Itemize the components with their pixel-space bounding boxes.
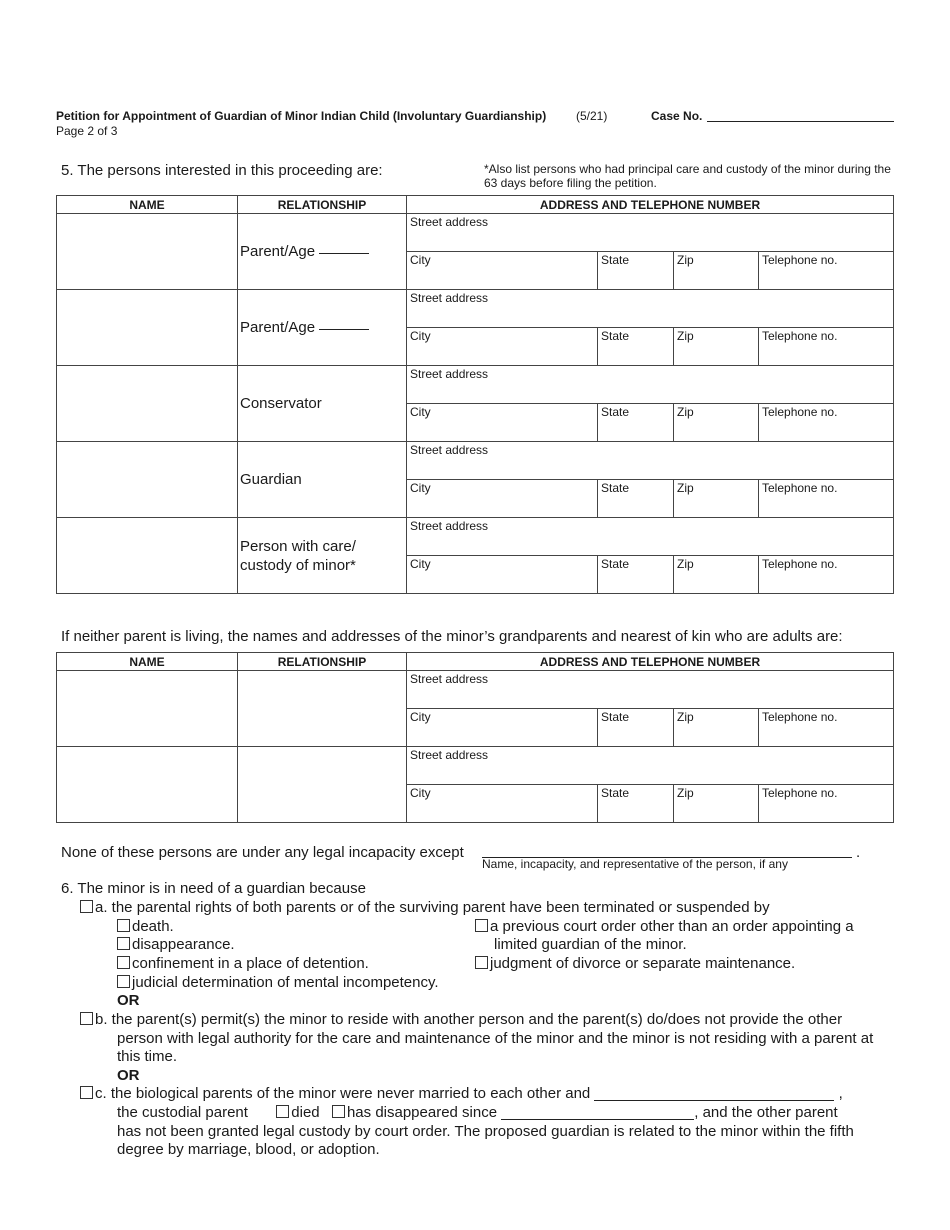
address-cell [407, 214, 894, 290]
address-cell [407, 518, 894, 594]
relationship-cell: Conservator [238, 366, 407, 442]
death-checkbox[interactable] [117, 919, 130, 932]
city-field[interactable]: City [407, 252, 598, 289]
city-field[interactable]: City [407, 785, 598, 822]
kin-table [56, 652, 894, 823]
form-title: Petition for Appointment of Guardian of Minor Indian Child (Involuntary Guardianship) [56, 109, 547, 123]
option-b-line-2: person with legal authority for the care and maintenance of the minor and the minor is not residing with a parent at [117, 1030, 874, 1047]
divorce-checkbox[interactable] [475, 956, 488, 969]
relationship-cell: Person with care/ custody of minor* [238, 518, 407, 594]
age-field[interactable] [319, 329, 369, 330]
option-a-judicial: judicial determination of mental incompetency. [117, 974, 439, 992]
option-c: c. the biological parents of the minor were never married to each other and , [80, 1085, 843, 1103]
telephone-field[interactable]: Telephone no. [762, 253, 838, 267]
legal-incapacity-period: . [856, 844, 861, 861]
zip-field[interactable]: Zip [674, 480, 759, 517]
name-cell[interactable] [57, 290, 238, 366]
telephone-field[interactable]: Telephone no. [762, 557, 838, 571]
state-field[interactable]: State [598, 480, 674, 517]
option-a-divorce: judgment of divorce or separate maintenance. [475, 955, 795, 973]
table-row [57, 214, 894, 290]
court-order-checkbox[interactable] [475, 919, 488, 932]
city-field[interactable]: City [407, 556, 598, 593]
table-row [57, 671, 894, 747]
city-field[interactable]: City [407, 709, 598, 746]
relationship-cell[interactable] [238, 747, 407, 823]
option-c-field[interactable] [594, 1100, 834, 1101]
case-number-field[interactable] [707, 121, 894, 122]
city-field[interactable]: City [407, 404, 598, 441]
street-address-field[interactable]: Street address [410, 519, 489, 533]
name-cell[interactable] [57, 518, 238, 594]
address-header: ADDRESS AND TELEPHONE NUMBER [407, 653, 894, 671]
address-cell [407, 747, 894, 823]
name-header: NAME [57, 196, 238, 214]
case-number-label: Case No. [651, 109, 703, 123]
legal-incapacity-caption: Name, incapacity, and representative of the person, if any [482, 857, 788, 871]
relationship-cell: Parent/Age [238, 214, 407, 290]
state-field[interactable]: State [598, 556, 674, 593]
street-address-field[interactable]: Street address [410, 291, 489, 305]
option-c-line-2: the custodial parent died has disappeared since , and the other parent [117, 1104, 838, 1121]
kin-heading: If neither parent is living, the names and addresses of the minor’s grandparents and nearest of kin who are adults are: [61, 628, 843, 645]
name-cell[interactable] [57, 214, 238, 290]
address-header: ADDRESS AND TELEPHONE NUMBER [407, 196, 894, 214]
table-row [57, 747, 894, 823]
state-field[interactable]: State [598, 328, 674, 365]
option-c-checkbox[interactable] [80, 1086, 93, 1099]
table-row [57, 518, 894, 594]
zip-field[interactable]: Zip [674, 252, 759, 289]
name-cell[interactable] [57, 671, 238, 747]
or-label: OR [117, 992, 140, 1009]
section-5-heading: 5. The persons interested in this proceeding are: [61, 162, 383, 179]
relationship-cell: Parent/Age [238, 290, 407, 366]
name-cell[interactable] [57, 442, 238, 518]
name-header: NAME [57, 653, 238, 671]
street-address-field[interactable]: Street address [410, 215, 489, 229]
relationship-header: RELATIONSHIP [238, 196, 407, 214]
city-field[interactable]: City [407, 480, 598, 517]
city-field[interactable]: City [407, 328, 598, 365]
street-address-field[interactable]: Street address [410, 367, 489, 381]
table-row [57, 442, 894, 518]
street-address-field[interactable]: Street address [410, 748, 489, 762]
relationship-cell[interactable] [238, 671, 407, 747]
option-a-disappearance: disappearance. [117, 936, 235, 954]
telephone-field[interactable]: Telephone no. [762, 786, 838, 800]
address-cell [407, 290, 894, 366]
telephone-field[interactable]: Telephone no. [762, 710, 838, 724]
state-field[interactable]: State [598, 709, 674, 746]
option-b-line-3: this time. [117, 1048, 178, 1065]
judicial-checkbox[interactable] [117, 975, 130, 988]
street-address-field[interactable]: Street address [410, 443, 489, 457]
section-6-heading: 6. The minor is in need of a guardian because [61, 880, 366, 897]
table-row [57, 366, 894, 442]
disappearance-checkbox[interactable] [117, 937, 130, 950]
form-revision: (5/21) [576, 109, 608, 123]
disappeared-checkbox[interactable] [332, 1105, 345, 1118]
page-number: Page 2 of 3 [56, 124, 118, 138]
option-a-confinement: confinement in a place of detention. [117, 955, 369, 973]
option-a: a. the parental rights of both parents or of the surviving parent have been terminated or suspended by [80, 899, 770, 917]
address-cell [407, 366, 894, 442]
zip-field[interactable]: Zip [674, 328, 759, 365]
option-b-checkbox[interactable] [80, 1012, 93, 1025]
died-checkbox[interactable] [276, 1105, 289, 1118]
telephone-field[interactable]: Telephone no. [762, 481, 838, 495]
state-field[interactable]: State [598, 252, 674, 289]
option-c-line-4: degree by marriage, blood, or adoption. [117, 1141, 380, 1158]
or-label: OR [117, 1067, 140, 1084]
zip-field[interactable]: Zip [674, 709, 759, 746]
interested-persons-table [56, 195, 894, 594]
option-a-checkbox[interactable] [80, 900, 93, 913]
state-field[interactable]: State [598, 404, 674, 441]
zip-field[interactable]: Zip [674, 404, 759, 441]
address-cell [407, 442, 894, 518]
relationship-header: RELATIONSHIP [238, 653, 407, 671]
section-5-note: *Also list persons who had principal care and custody of the minor during the 63 days before filing the petition. [484, 162, 891, 190]
confinement-checkbox[interactable] [117, 956, 130, 969]
legal-incapacity-text: None of these persons are under any legal incapacity except [61, 844, 464, 861]
relationship-cell: Guardian [238, 442, 407, 518]
zip-field[interactable]: Zip [674, 785, 759, 822]
age-field[interactable] [319, 253, 369, 254]
table-row [57, 290, 894, 366]
telephone-field[interactable]: Telephone no. [762, 405, 838, 419]
telephone-field[interactable]: Telephone no. [762, 329, 838, 343]
zip-field[interactable]: Zip [674, 556, 759, 593]
state-field[interactable]: State [598, 785, 674, 822]
street-address-field[interactable]: Street address [410, 672, 489, 686]
name-cell[interactable] [57, 747, 238, 823]
option-a-court-order-cont: limited guardian of the minor. [494, 936, 687, 953]
name-cell[interactable] [57, 366, 238, 442]
option-b: b. the parent(s) permit(s) the minor to reside with another person and the parent(s) do/does not provide the other [80, 1011, 842, 1029]
option-a-court-order: a previous court order other than an order appointing a [475, 918, 854, 936]
disappeared-since-field[interactable] [501, 1119, 694, 1120]
option-a-death: death. [117, 918, 174, 936]
option-c-line-3: has not been granted legal custody by court order. The proposed guardian is related to the minor within the fifth [117, 1123, 854, 1140]
address-cell [407, 671, 894, 747]
